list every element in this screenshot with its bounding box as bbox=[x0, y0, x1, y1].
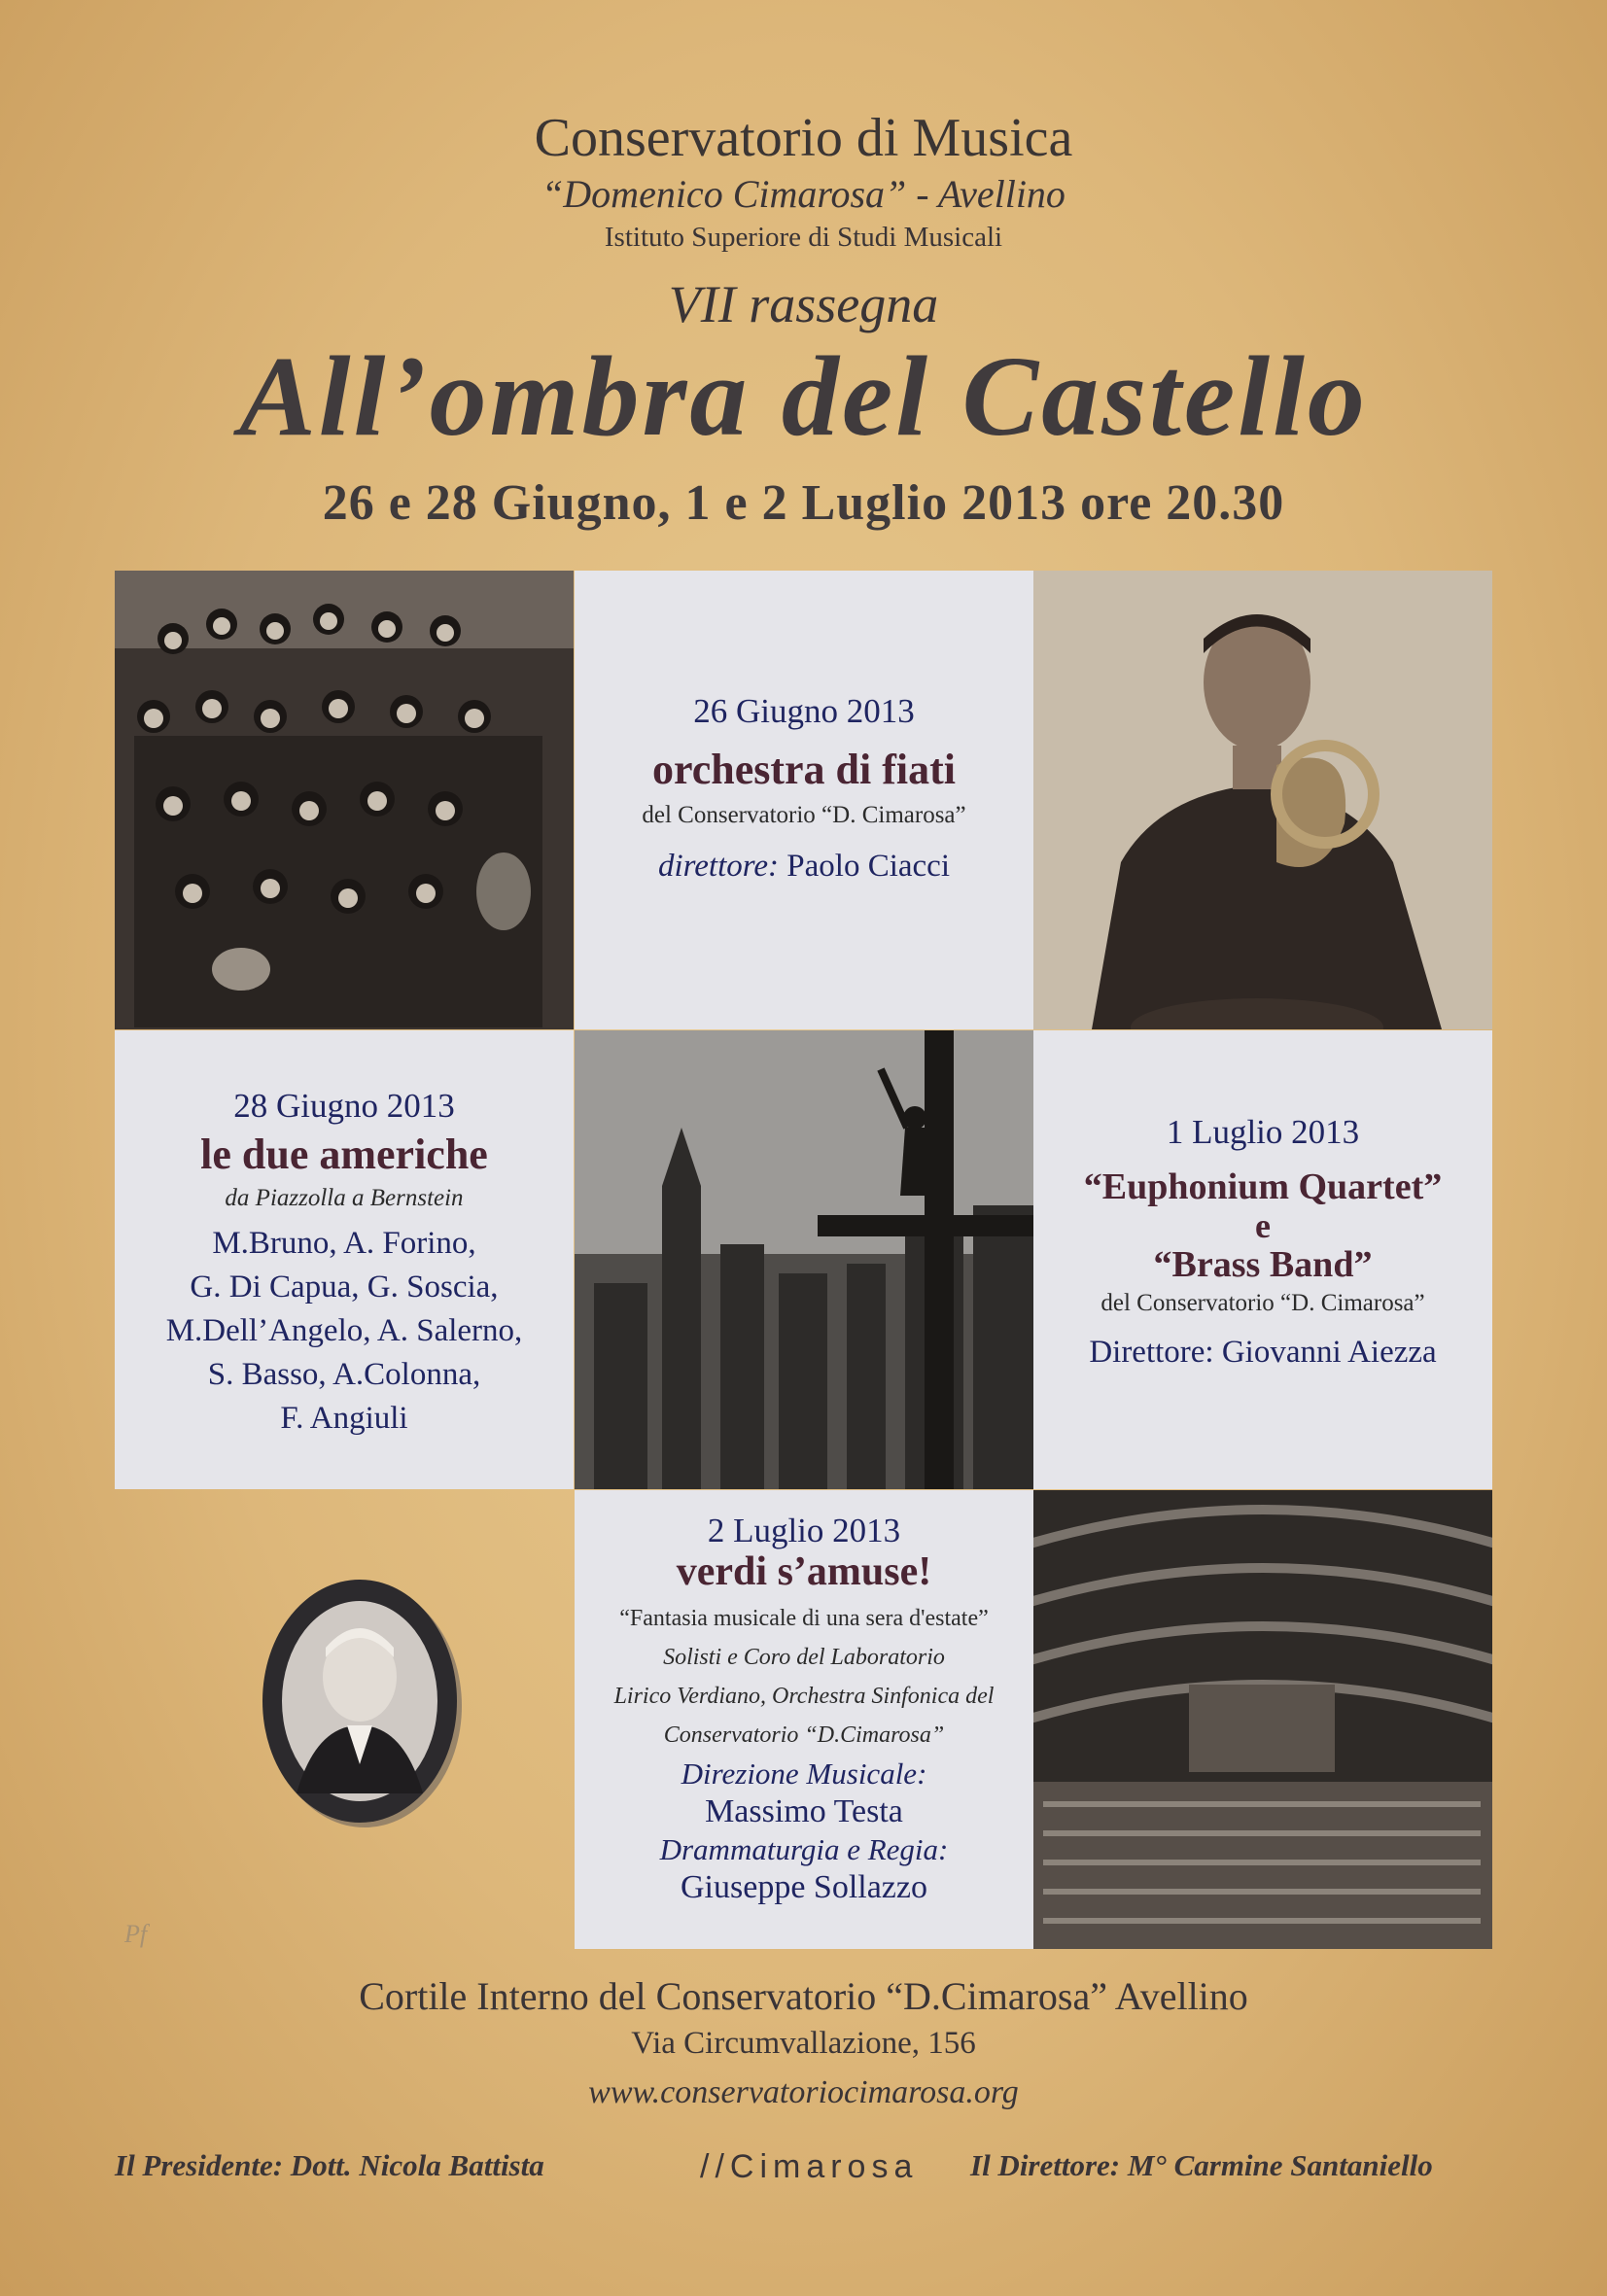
event-title: “Euphonium Quartet” bbox=[1083, 1166, 1443, 1207]
event-title-second: “Brass Band” bbox=[1153, 1244, 1373, 1285]
event-desc-line: Lirico Verdiano, Orchestra Sinfonica del bbox=[613, 1684, 995, 1709]
cimarosa-logo: //Cimarosa bbox=[700, 2148, 919, 2185]
event-subtitle: del Conservatorio “D. Cimarosa” bbox=[642, 802, 966, 828]
person-name: Massimo Testa bbox=[705, 1793, 903, 1829]
event-title: verdi s’amuse! bbox=[676, 1549, 932, 1594]
role-label: Direzione Musicale: bbox=[681, 1757, 927, 1791]
performer-line: M.Dell’Angelo, A. Salerno, bbox=[165, 1313, 523, 1348]
conservatory-subtitle: “Domenico Cimarosa” - Avellino bbox=[541, 172, 1066, 216]
address: Via Circumvallazione, 156 bbox=[631, 2026, 976, 2061]
event-subtitle: da Piazzolla a Bernstein bbox=[225, 1185, 464, 1211]
role-label: Drammaturgia e Regia: bbox=[659, 1832, 949, 1866]
website-link[interactable]: www.conservatoriocimarosa.org bbox=[588, 2074, 1019, 2110]
role-label: direttore: bbox=[658, 849, 780, 884]
festival-title: All’ombra del Castello bbox=[239, 332, 1368, 460]
event-desc-line: Conservatorio “D.Cimarosa” bbox=[663, 1722, 945, 1748]
watermark-initials: Pf bbox=[124, 1920, 148, 1948]
event-desc-line: Solisti e Coro del Laboratorio bbox=[663, 1645, 945, 1670]
event-card-2 bbox=[115, 1030, 574, 1489]
conservatory-name: Conservatorio di Musica bbox=[534, 108, 1073, 168]
person-name: Giuseppe Sollazzo bbox=[681, 1869, 927, 1905]
edition-label: VII rassegna bbox=[668, 275, 939, 333]
event-date: 26 Giugno 2013 bbox=[693, 692, 915, 730]
director-signature: Il Direttore: M° Carmine Santaniello bbox=[970, 2148, 1433, 2182]
performer-line: F. Angiuli bbox=[280, 1401, 408, 1436]
cimarosa-medallion bbox=[258, 1570, 462, 1832]
event-card-4 bbox=[575, 1490, 1033, 1949]
event-title-connector: e bbox=[1255, 1206, 1271, 1245]
event-desc-line: “Fantasia musicale di una sera d'estate” bbox=[619, 1606, 989, 1631]
director-line: Direttore: Giovanni Aiezza bbox=[1089, 1335, 1437, 1370]
event-subtitle: del Conservatorio “D. Cimarosa” bbox=[1100, 1290, 1425, 1316]
event-date: 2 Luglio 2013 bbox=[707, 1512, 901, 1549]
event-date: 1 Luglio 2013 bbox=[1166, 1113, 1360, 1151]
performer-line: M.Bruno, A. Forino, bbox=[212, 1226, 476, 1261]
musician-photo bbox=[1033, 571, 1492, 1029]
conductor-name: Paolo Ciacci bbox=[786, 849, 950, 884]
event-card-3 bbox=[1033, 1030, 1492, 1489]
president-signature: Il Presidente: Dott. Nicola Battista bbox=[115, 2148, 544, 2182]
event-title: le due americhe bbox=[200, 1131, 488, 1178]
festival-dates: 26 e 28 Giugno, 1 e 2 Luglio 2013 ore 20.30 bbox=[322, 475, 1285, 531]
venue: Cortile Interno del Conservatorio “D.Cimarosa” Avellino bbox=[359, 1974, 1248, 2018]
event-card-1 bbox=[575, 571, 1033, 1029]
institute-line: Istituto Superiore di Studi Musicali bbox=[604, 222, 1003, 253]
event-date: 28 Giugno 2013 bbox=[233, 1087, 455, 1125]
performer-line: G. Di Capua, G. Soscia, bbox=[190, 1270, 499, 1305]
theatre-photo bbox=[1033, 1490, 1492, 1949]
performer-line: S. Basso, A.Colonna, bbox=[207, 1357, 481, 1392]
band-photo bbox=[115, 571, 574, 1029]
event-title: orchestra di fiati bbox=[651, 746, 957, 793]
skyline-photo bbox=[575, 1030, 1033, 1489]
